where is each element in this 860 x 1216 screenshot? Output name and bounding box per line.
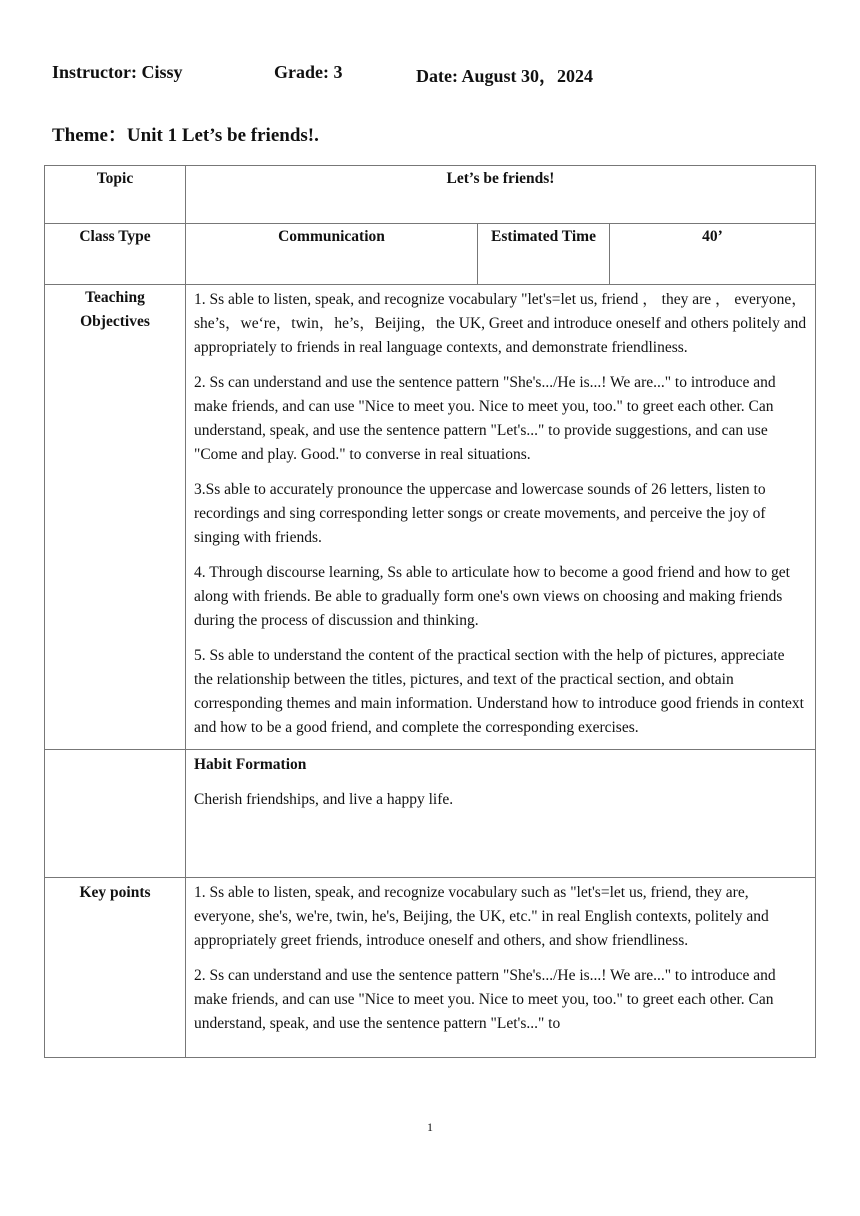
habit-formation-content bbox=[186, 750, 816, 878]
habit-formation-text: Cherish friendships, and live a happy life. bbox=[194, 791, 454, 808]
topic-row bbox=[45, 166, 816, 224]
grade-field: Grade: 3 bbox=[274, 62, 343, 82]
estimated-time-label: Estimated Time bbox=[478, 224, 610, 285]
topic-label: Topic bbox=[45, 166, 186, 224]
class-type-row bbox=[45, 224, 816, 285]
objective-item: 4. Through discourse learning, Ss able to articulate how to become a good friend and how to get along with friends. Be able to gradually form one's own views on choosing and making friends during the process of discussion and thinking. bbox=[194, 564, 790, 629]
class-type-value: Communication bbox=[186, 224, 478, 285]
habit-label-empty bbox=[45, 750, 186, 878]
teaching-objectives-content bbox=[186, 285, 816, 750]
objectives-label-line1: Teaching bbox=[85, 289, 145, 306]
key-points-content bbox=[186, 878, 816, 1058]
objectives-row bbox=[45, 285, 816, 750]
lesson-plan-table bbox=[44, 165, 816, 1058]
estimated-time-value: 40’ bbox=[610, 224, 816, 285]
instructor-field: Instructor: Cissy bbox=[52, 62, 183, 82]
objective-item: 5. Ss able to understand the content of the practical section with the help of pictures, appreciate the relationship between the titles, pictures, and text of the practical section, and obtain corresponding themes and main information. Understand how to introduce good friends in context and how to be a good friend, and complete the corresponding exercises. bbox=[194, 647, 804, 736]
habit-row bbox=[45, 750, 816, 878]
key-point-item: 1. Ss able to listen, speak, and recognize vocabulary such as "let's=let us, friend, they are, everyone, she's, we're, twin, he's, Beijing, the UK, etc." in real English contexts, politely and appropriately greet friends, introduce oneself and others, and show friendliness. bbox=[194, 884, 769, 949]
class-type-label: Class Type bbox=[45, 224, 186, 285]
objectives-label-line2: Objectives bbox=[80, 313, 150, 330]
page-number: 1 bbox=[427, 1120, 433, 1134]
objective-item: 1. Ss able to listen, speak, and recognize vocabulary "let's=let us, friend ， they are ， everyone，she’s，we‘re，twin，he’s，Beijing，the UK, Greet and introduce oneself and others politely and appropriately to friends in real language contexts, and demonstrate friendliness. bbox=[194, 291, 807, 356]
date-field: Date: August 30，2024 bbox=[416, 66, 594, 86]
teaching-objectives-label bbox=[45, 285, 186, 750]
objective-item: 3.Ss able to accurately pronounce the uppercase and lowercase sounds of 26 letters, listen to recordings and sing corresponding letter songs or create movements, and perceive the joy of singing with friends. bbox=[194, 481, 766, 546]
objective-item: 2. Ss can understand and use the sentence pattern "She's.../He is...! We are..." to introduce and make friends, and can use "Nice to meet you. Nice to meet you, too." to greet each other. Can understand, speak, and use the sentence pattern "Let's..." to provide suggestions, and can use "Come and play. Good." to converse in real situations. bbox=[194, 374, 776, 463]
topic-value: Let’s be friends! bbox=[186, 166, 816, 224]
key-points-label: Key points bbox=[45, 878, 186, 1058]
habit-formation-title: Habit Formation bbox=[194, 756, 307, 773]
theme-title: Theme：Unit 1 Let’s be friends!. bbox=[52, 125, 319, 146]
key-point-item: 2. Ss can understand and use the sentence pattern "She's.../He is...! We are..." to introduce and make friends, and can use "Nice to meet you. Nice to meet you, too." to greet each other. Can understand, speak, and use the sentence pattern "Let's..." to bbox=[194, 967, 776, 1032]
key-points-row bbox=[45, 878, 816, 1058]
